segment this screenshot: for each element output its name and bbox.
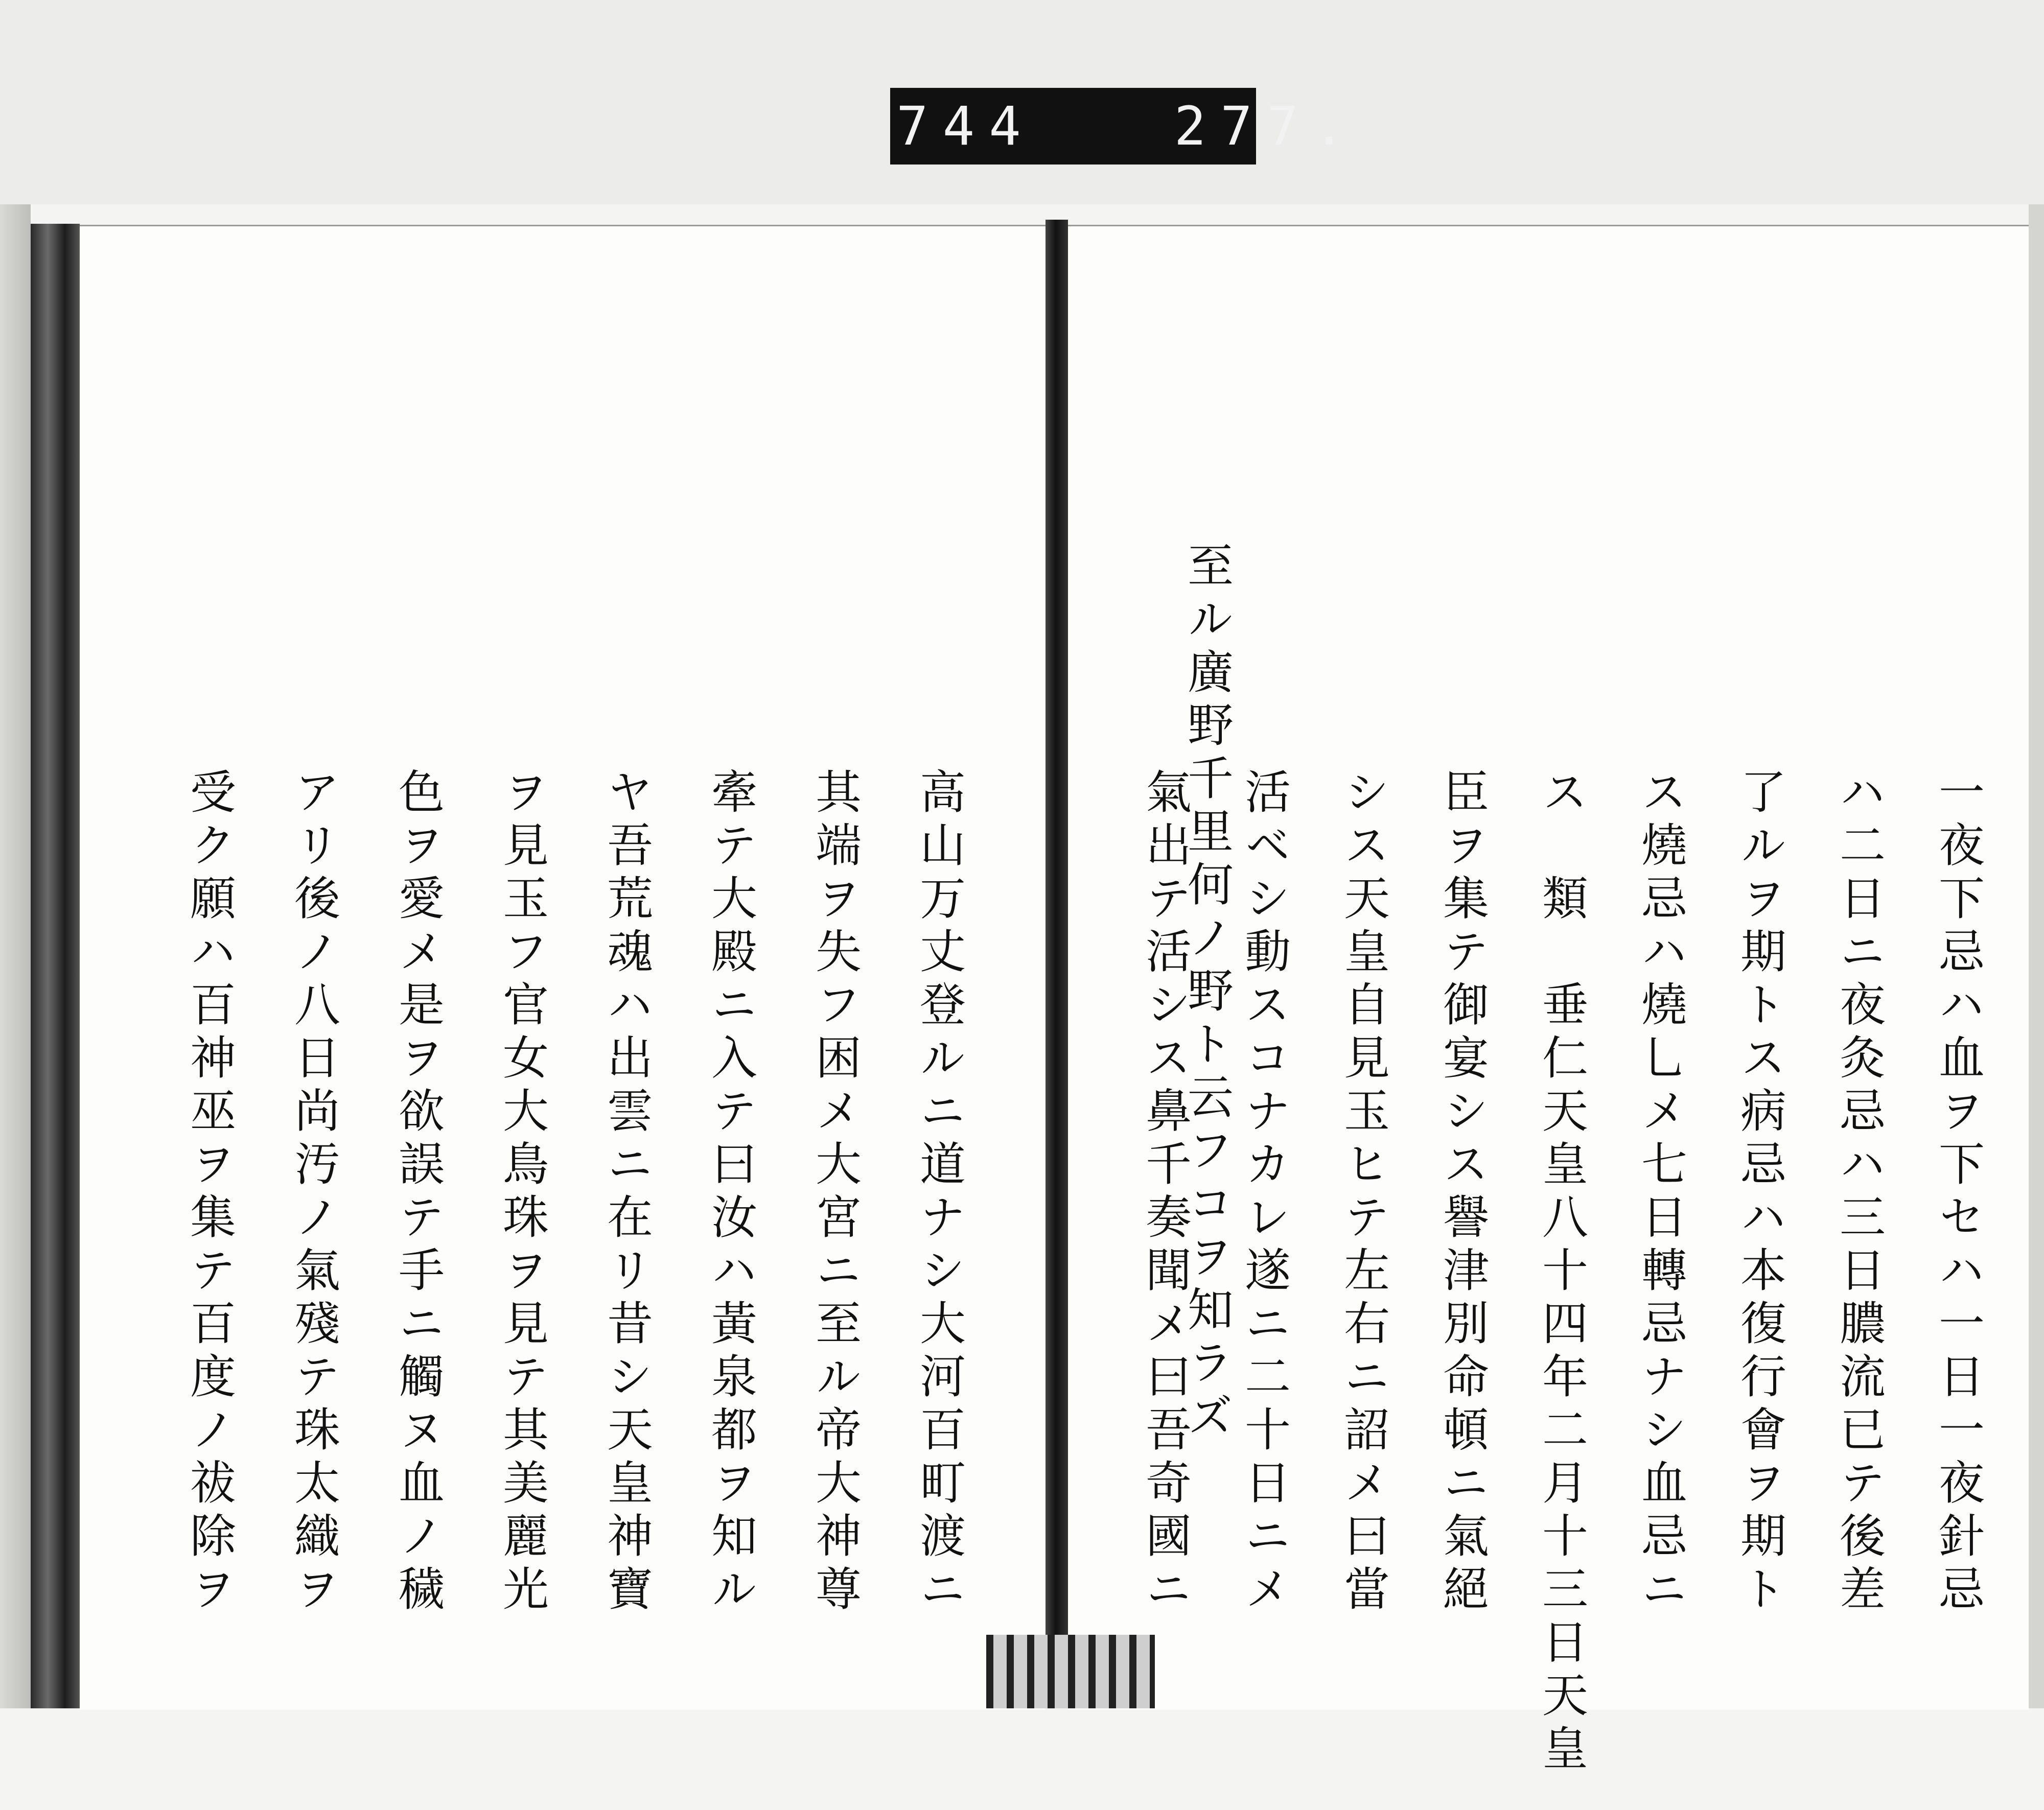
left-page-edge	[0, 204, 31, 1708]
left-page	[80, 225, 1046, 1710]
gutter-bottom-strip	[986, 1635, 1155, 1708]
left-column-8: 受ク願ハ百神巫ヲ集テ百度ノ祓除ヲ	[182, 768, 236, 1618]
right-column-9: 氣出テ活シス鼻千奏聞メ曰吾奇國ニ	[1137, 768, 1191, 1618]
right-column-8: 活ベシ動スコナカレ遂ニ二十日ニメ	[1237, 768, 1290, 1618]
right-column-7: シス天皇自見玉ヒテ左右ニ詔メ曰當	[1336, 768, 1389, 1618]
left-column-3: 牽テ大殿ニ入テ曰汝ハ黃泉都ヲ知ル	[703, 768, 757, 1618]
left-column-7: アリ後ノ八日尚汚ノ氣殘テ珠太織ヲ	[286, 768, 340, 1618]
right-column-6: 臣ヲ集テ御宴シス譽津別命頓ニ氣絕	[1435, 768, 1489, 1618]
left-column-4: ヤ吾荒魂ハ出雲ニ在リ昔シ天皇神寶	[599, 768, 653, 1618]
left-column-1: 高山万丈登ルニ道ナシ大河百町渡ニ	[912, 768, 965, 1618]
book-gutter	[1046, 220, 1068, 1708]
left-column-5: ヲ見玉フ官女大鳥珠ヲ見テ其美麗光	[495, 768, 548, 1618]
left-column-6: 色ヲ愛メ是ヲ欲誤テ手ニ觸ヌ血ノ穢	[390, 768, 444, 1618]
right-column-4: ス燒忌ハ燒乚メ七日轉忌ナシ血忌ニ	[1633, 768, 1687, 1618]
left-column-2: 其端ヲ失フ困メ大宮ニ至ル帝大神尊	[807, 768, 861, 1618]
right-column-1: 一夜下忌ハ血ヲ下セハ一日一夜針忌	[1931, 768, 1984, 1618]
book-thickness	[31, 224, 80, 1708]
right-column-5: ス 類 垂仁天皇八十四年二月十三日天皇	[1534, 768, 1588, 1777]
right-column-10: 至ル廣野千里何ノ野ト云フコヲ知ラズ	[1179, 542, 1233, 1445]
right-column-3: 了ルヲ期トス病忌ハ本復行會ヲ期ト	[1732, 768, 1786, 1618]
film-frame-label: 744 277.	[890, 88, 1256, 164]
right-column-2: ハ二日ニ夜灸忌ハ三日膿流已テ後差	[1831, 768, 1885, 1618]
right-page-edge	[2029, 204, 2044, 1708]
